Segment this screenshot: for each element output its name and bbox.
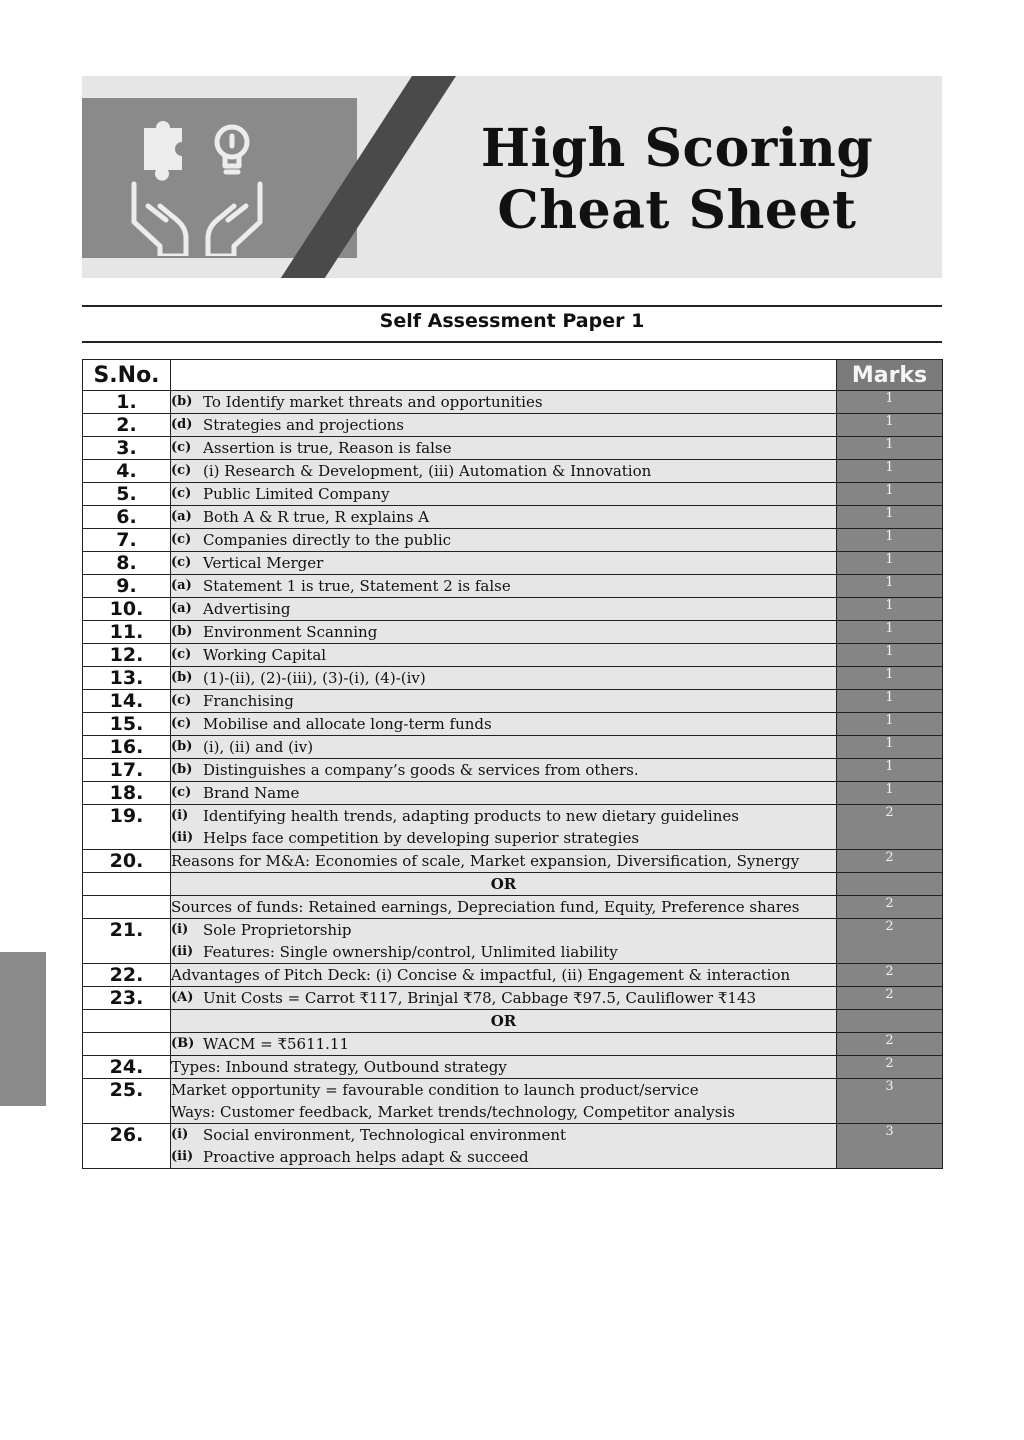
option-label: (ii) (171, 830, 194, 845)
row-marks: 1 (837, 598, 943, 621)
row-answer (171, 483, 837, 506)
row-answer (171, 736, 837, 759)
table-row (83, 414, 943, 437)
option-label: (b) (171, 670, 193, 685)
option-label: (c) (171, 463, 192, 478)
answer-line (171, 805, 836, 827)
option-label: (c) (171, 716, 192, 731)
option-label: (c) (171, 693, 192, 708)
option-label: (ii) (171, 944, 194, 959)
row-sno: 5. (83, 483, 171, 506)
table-row (83, 690, 943, 713)
answer-line (171, 391, 836, 413)
table-row (83, 759, 943, 782)
table-row (83, 1056, 943, 1079)
puzzle-icon (144, 121, 182, 181)
answer-line (171, 690, 836, 712)
row-marks: 2 (837, 1033, 943, 1056)
row-answer (171, 690, 837, 713)
title-line-1: High Scoring (480, 118, 874, 179)
table-row (83, 667, 943, 690)
table-row (83, 964, 943, 987)
row-marks: 2 (837, 850, 943, 873)
paper-title: Self Assessment Paper 1 (379, 310, 645, 332)
row-sno: 7. (83, 529, 171, 552)
row-answer (171, 964, 837, 987)
table-row (83, 529, 943, 552)
answer-text: Mobilise and allocate long-term funds (203, 715, 492, 733)
row-marks: 1 (837, 414, 943, 437)
row-sno: 22. (83, 964, 171, 987)
table-row (83, 437, 943, 460)
row-marks: 3 (837, 1124, 943, 1169)
option-label: (c) (171, 555, 192, 570)
answer-text: Franchising (203, 692, 294, 710)
top-rule (82, 305, 942, 307)
row-sno: 26. (83, 1124, 171, 1169)
answer-text: Features: Single ownership/control, Unlimited liability (203, 943, 618, 961)
answer-line (171, 1079, 836, 1101)
row-marks: 1 (837, 529, 943, 552)
option-label: (i) (171, 922, 189, 937)
row-answer (171, 1124, 837, 1169)
row-marks: 1 (837, 437, 943, 460)
answer-line (171, 644, 836, 666)
answer-text: Market opportunity = favourable condition to launch product/service (171, 1081, 699, 1099)
option-label: (b) (171, 762, 193, 777)
table-row (83, 391, 943, 414)
answer-line (171, 1056, 836, 1078)
answer-text: Distinguishes a company’s goods & services from others. (203, 761, 639, 779)
hands-puzzle-bulb-icon (122, 106, 272, 256)
row-answer (171, 437, 837, 460)
answer-text: Public Limited Company (203, 485, 390, 503)
option-label: (d) (171, 417, 193, 432)
row-sno: 11. (83, 621, 171, 644)
answer-text: Vertical Merger (203, 554, 324, 572)
row-sno (83, 896, 171, 919)
answer-line (171, 736, 836, 758)
header-banner (82, 76, 942, 278)
table-row (83, 850, 943, 873)
answer-line (171, 896, 836, 918)
answer-text: (1)-(ii), (2)-(iii), (3)-(i), (4)-(iv) (203, 669, 426, 687)
table-header-row (83, 360, 943, 391)
answer-text: Sources of funds: Retained earnings, Depreciation fund, Equity, Preference shares (171, 898, 800, 916)
answer-line (171, 667, 836, 689)
answer-text: Types: Inbound strategy, Outbound strategy (171, 1058, 507, 1076)
row-marks: 1 (837, 506, 943, 529)
row-sno (83, 1033, 171, 1056)
row-sno: 13. (83, 667, 171, 690)
row-marks: 1 (837, 460, 943, 483)
row-answer (171, 1056, 837, 1079)
row-sno: 17. (83, 759, 171, 782)
table-row (83, 896, 943, 919)
row-marks (837, 873, 943, 896)
answer-text: Unit Costs = Carrot ₹117, Brinjal ₹78, Cabbage ₹97.5, Cauliflower ₹143 (203, 989, 757, 1007)
row-answer (171, 529, 837, 552)
or-separator: OR (490, 875, 517, 893)
answer-line (171, 529, 836, 551)
table-row (83, 460, 943, 483)
answer-text: (i) Research & Development, (iii) Automation & Innovation (203, 462, 652, 480)
row-answer (171, 667, 837, 690)
option-label: (b) (171, 624, 193, 639)
option-label: (i) (171, 808, 189, 823)
answer-line (171, 414, 836, 436)
table-row (83, 736, 943, 759)
side-tab (0, 952, 46, 1106)
row-sno: 10. (83, 598, 171, 621)
row-sno (83, 873, 171, 896)
answer-line (171, 483, 836, 505)
option-label: (B) (171, 1036, 195, 1051)
option-label: (c) (171, 486, 192, 501)
answer-line (171, 964, 836, 986)
row-answer (171, 506, 837, 529)
row-answer (171, 575, 837, 598)
answer-line (171, 1033, 836, 1055)
row-answer (171, 919, 837, 964)
row-answer (171, 1079, 837, 1124)
table-row (83, 1079, 943, 1124)
answer-text: Social environment, Technological environment (203, 1126, 567, 1144)
row-answer (171, 759, 837, 782)
row-sno: 2. (83, 414, 171, 437)
row-answer (171, 850, 837, 873)
row-marks: 1 (837, 391, 943, 414)
header-sno: S.No. (83, 360, 171, 391)
row-marks: 1 (837, 667, 943, 690)
answer-line (171, 1101, 836, 1123)
option-label: (b) (171, 739, 193, 754)
answer-text: Sole Proprietorship (203, 921, 352, 939)
row-sno: 23. (83, 987, 171, 1010)
answer-line (171, 759, 836, 781)
row-sno: 16. (83, 736, 171, 759)
row-answer (171, 987, 837, 1010)
row-sno (83, 1010, 171, 1033)
answer-line (171, 1146, 836, 1168)
table-row (83, 621, 943, 644)
row-answer (171, 644, 837, 667)
answer-line (171, 919, 836, 941)
answer-text: Working Capital (203, 646, 327, 664)
answer-line (171, 575, 836, 597)
answer-text: Proactive approach helps adapt & succeed (203, 1148, 529, 1166)
row-marks: 2 (837, 805, 943, 850)
row-marks: 2 (837, 919, 943, 964)
table-row (83, 1010, 943, 1033)
option-label: (a) (171, 601, 192, 616)
table-row (83, 919, 943, 964)
table-row (83, 644, 943, 667)
answer-text: Identifying health trends, adapting products to new dietary guidelines (203, 807, 739, 825)
row-sno: 4. (83, 460, 171, 483)
row-sno: 1. (83, 391, 171, 414)
row-marks: 2 (837, 1056, 943, 1079)
row-answer (171, 552, 837, 575)
answer-text: Brand Name (203, 784, 300, 802)
header-answer (171, 360, 837, 391)
row-answer (171, 713, 837, 736)
answer-text: Environment Scanning (203, 623, 378, 641)
answer-line (171, 941, 836, 963)
table-row (83, 552, 943, 575)
bottom-rule (82, 341, 942, 343)
option-label: (c) (171, 440, 192, 455)
row-marks: 1 (837, 782, 943, 805)
answer-line (171, 506, 836, 528)
row-sno: 24. (83, 1056, 171, 1079)
answer-text: Advantages of Pitch Deck: (i) Concise & impactful, (ii) Engagement & interaction (171, 966, 791, 984)
row-sno: 21. (83, 919, 171, 964)
row-answer (171, 598, 837, 621)
answer-table (82, 359, 943, 1169)
row-marks: 2 (837, 964, 943, 987)
page-title (452, 118, 902, 242)
row-sno: 8. (83, 552, 171, 575)
option-label: (a) (171, 509, 192, 524)
header-marks: Marks (837, 360, 943, 391)
answer-line (171, 552, 836, 574)
answer-line (171, 713, 836, 735)
row-sno: 6. (83, 506, 171, 529)
row-marks: 1 (837, 736, 943, 759)
row-sno: 9. (83, 575, 171, 598)
table-row (83, 873, 943, 896)
answer-line (171, 437, 836, 459)
row-sno: 18. (83, 782, 171, 805)
row-answer (171, 1010, 837, 1033)
row-sno: 14. (83, 690, 171, 713)
table-row (83, 987, 943, 1010)
row-marks: 1 (837, 621, 943, 644)
option-label: (c) (171, 532, 192, 547)
row-sno: 15. (83, 713, 171, 736)
row-sno: 12. (83, 644, 171, 667)
row-answer (171, 621, 837, 644)
title-line-2: Cheat Sheet (497, 180, 857, 241)
table-row (83, 483, 943, 506)
row-marks: 1 (837, 713, 943, 736)
answer-text: Reasons for M&A: Economies of scale, Market expansion, Diversification, Synergy (171, 852, 800, 870)
answer-line (171, 827, 836, 849)
answer-line (171, 598, 836, 620)
answer-text: (i), (ii) and (iv) (203, 738, 314, 756)
row-marks: 2 (837, 987, 943, 1010)
answer-text: Helps face competition by developing superior strategies (203, 829, 640, 847)
answer-line (171, 850, 836, 872)
row-answer (171, 873, 837, 896)
row-answer (171, 391, 837, 414)
table-row (83, 598, 943, 621)
row-answer (171, 1033, 837, 1056)
table-row (83, 805, 943, 850)
row-marks: 3 (837, 1079, 943, 1124)
answer-line (171, 782, 836, 804)
answer-text: Companies directly to the public (203, 531, 452, 549)
option-label: (i) (171, 1127, 189, 1142)
table-row (83, 1033, 943, 1056)
or-separator: OR (490, 1012, 517, 1030)
row-marks: 1 (837, 575, 943, 598)
option-label: (A) (171, 990, 194, 1005)
table-row (83, 782, 943, 805)
table-row (83, 713, 943, 736)
answer-line (171, 987, 836, 1009)
row-marks (837, 1010, 943, 1033)
option-label: (b) (171, 394, 193, 409)
answer-text: Assertion is true, Reason is false (203, 439, 452, 457)
table-row (83, 1124, 943, 1169)
option-label: (c) (171, 785, 192, 800)
row-marks: 1 (837, 483, 943, 506)
row-answer (171, 896, 837, 919)
row-answer (171, 414, 837, 437)
answer-text: WACM = ₹5611.11 (203, 1035, 350, 1053)
answer-text: Both A & R true, R explains A (203, 508, 430, 526)
row-sno: 3. (83, 437, 171, 460)
row-sno: 25. (83, 1079, 171, 1124)
answer-line (171, 1124, 836, 1146)
answer-line (171, 621, 836, 643)
answer-text: To Identify market threats and opportunities (203, 393, 543, 411)
row-marks: 1 (837, 759, 943, 782)
row-sno: 19. (83, 805, 171, 850)
option-label: (c) (171, 647, 192, 662)
answer-text: Strategies and projections (203, 416, 404, 434)
answer-text: Statement 1 is true, Statement 2 is false (203, 577, 511, 595)
row-marks: 1 (837, 644, 943, 667)
row-answer (171, 782, 837, 805)
option-label: (ii) (171, 1149, 194, 1164)
table-row (83, 506, 943, 529)
row-marks: 1 (837, 690, 943, 713)
table-row (83, 575, 943, 598)
row-marks: 2 (837, 896, 943, 919)
row-answer (171, 460, 837, 483)
answer-line (171, 460, 836, 482)
answer-text: Ways: Customer feedback, Market trends/technology, Competitor analysis (171, 1103, 735, 1121)
answer-text: Advertising (203, 600, 291, 618)
row-answer (171, 805, 837, 850)
row-marks: 1 (837, 552, 943, 575)
option-label: (a) (171, 578, 192, 593)
row-sno: 20. (83, 850, 171, 873)
